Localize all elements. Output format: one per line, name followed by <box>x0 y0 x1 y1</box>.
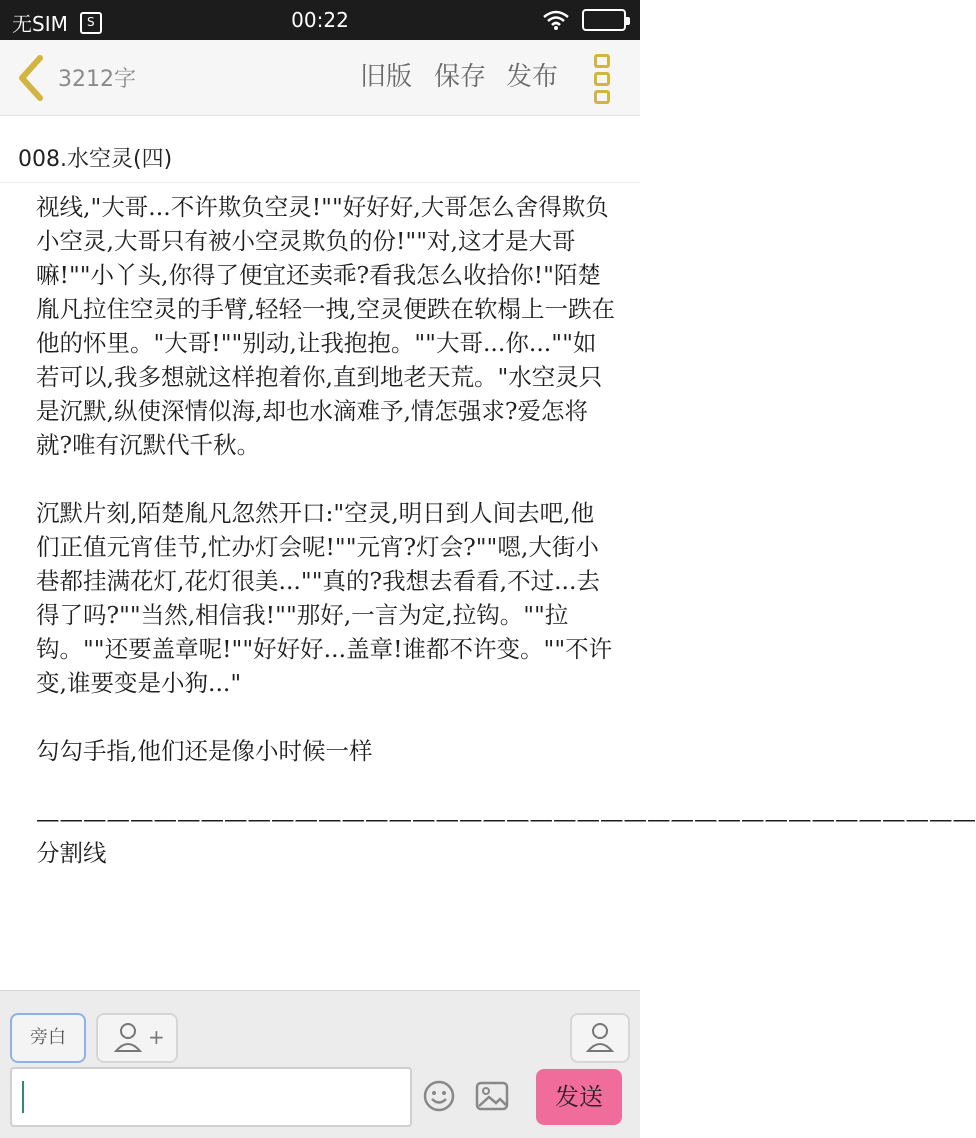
send-button[interactable]: 发送 <box>536 1069 622 1125</box>
carrier-text: 无SIM <box>12 12 68 36</box>
word-count: 3212字 <box>58 67 136 92</box>
wifi-icon <box>542 9 570 31</box>
status-right <box>542 9 626 31</box>
title-divider <box>0 182 640 183</box>
sim-card-icon: S <box>80 12 102 34</box>
narration-button[interactable]: 旁白 <box>10 1013 86 1063</box>
status-time: 00:22 <box>291 8 349 32</box>
paragraph: 勾勾手指,他们还是像小时候一样 <box>36 737 373 765</box>
paragraph: 视线,"大哥...不许欺负空灵!""好好好,大哥怎么舍得欺负小空灵,大哥只有被小空灵欺负的份!""对,这才是大哥嘛!""小丫头,你得了便宜还卖乖?看我怎么收拾你!"陌楚胤凡拉住空灵的手臂,轻轻一拽,空灵便跌在软榻上一跌在他的怀里。"大哥!""别动,让我抱抱。""大哥...你...""如若可以,我多想就这样抱着你,直到地老天荒。"水空灵只是沉默,纵使深情似海,却也水滴难予,情怎强求?爱怎将就?唯有沉默代千秋。 <box>36 193 615 459</box>
add-role-plus: + <box>148 1025 165 1049</box>
chapter-title[interactable]: 008.水空灵(四) <box>18 147 173 172</box>
old-version-button[interactable]: 旧版 <box>360 62 413 92</box>
add-role-button[interactable] <box>96 1013 178 1063</box>
message-input[interactable] <box>10 1067 412 1127</box>
more-menu-icon[interactable] <box>594 54 614 104</box>
chapter-body[interactable] <box>36 190 976 870</box>
smiley-icon[interactable] <box>422 1079 456 1113</box>
editor-toolbar <box>0 40 640 116</box>
paragraph: 沉默片刻,陌楚胤凡忽然开口:"空灵,明日到人间去吧,他们正值元宵佳节,忙办灯会呢!""元宵?灯会?""嗯,大街小巷都挂满花灯,花灯很美...""真的?我想去看看,不过...去得了吗?""当然,相信我!""那好,一言为定,拉钩。""拉钩。""还要盖章呢!""好好好...盖章!谁都不许变。""不许变,谁要变是小狗..." <box>36 499 613 697</box>
paragraph: ————————————————————————————————————————分割线 <box>36 805 976 867</box>
save-button[interactable]: 保存 <box>434 62 487 92</box>
composer-bar <box>0 990 640 1138</box>
user-icon <box>572 1015 628 1061</box>
text-caret <box>22 1081 24 1113</box>
publish-button[interactable]: 发布 <box>506 62 559 92</box>
profile-button[interactable] <box>570 1013 630 1063</box>
status-bar <box>0 0 640 40</box>
battery-icon <box>582 9 626 31</box>
add-user-icon <box>98 1015 176 1061</box>
image-icon[interactable] <box>474 1079 510 1113</box>
chevron-left-icon[interactable] <box>14 54 50 102</box>
